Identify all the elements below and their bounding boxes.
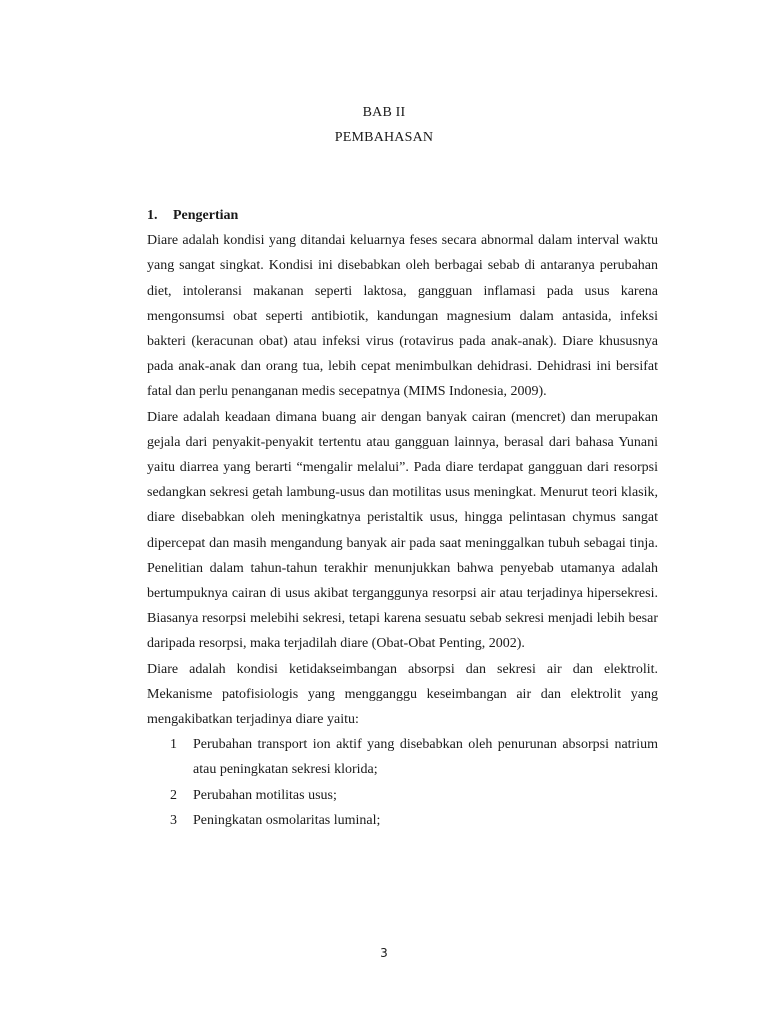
list-item-number: 3 [170,812,177,828]
section-number: 1. [147,208,158,223]
list-item-text: Peningkatan osmolaritas luminal; [193,812,381,828]
list-item-text: Perubahan transport ion aktif yang disebabkan oleh penurunan absorpsi natrium atau peningkatan sekresi klorida; [193,737,658,778]
list-item [147,732,658,782]
chapter-heading: BAB II [362,105,406,120]
page-number: 3 [380,946,388,960]
paragraph-definition-1: Diare adalah kondisi yang ditandai keluarnya feses secara abnormal dalam interval waktu yang sangat singkat. Kondisi ini disebabkan oleh berbagai sebab di antaranya perubahan diet, intoleransi makanan seperti laktosa, gangguan inflamasi pada usus karena mengonsumsi obat seperti antibiotik, kandungan magnesium dalam antasida, infeksi bakteri (keracunan obat) atau infeksi virus (rotavirus pada anak-anak). Diare khususnya pada anak-anak dan orang tua, lebih cepat menimbulkan dehidrasi. Dehidrasi ini bersifat fatal dan perlu penanganan medis secepatnya (MIMS Indonesia, 2009). [147,233,658,400]
body-content [147,203,658,833]
list-item [147,783,658,808]
paragraph-definition-2: Diare adalah keadaan dimana buang air dengan banyak cairan (mencret) dan merupakan gejala dari penyakit-penyakit tertentu atau gangguan lainnya, berasal dari bahasa Yunani yaitu diarrea yang berarti “mengalir melalui”. Pada diare terdapat gangguan dari resorpsi sedangkan sekresi getah lambung-usus dan motilitas usus meningkat. Menurut teori klasik, diare disebabkan oleh meningkatnya peristaltik usus, hingga pelintasan chymus sangat dipercepat dan masih mengandung banyak air pada saat meninggalkan tubuh sebagai tinja. Penelitian dalam tahun-tahun terakhir menunjukkan bahwa penyebab utamanya adalah bertumpuknya cairan di usus akibat terganggunya resorpsi air atau terjadinya hipersekresi. Biasanya resorpsi melebihi sekresi, tetapi karena sesuatu sebab sekresi menjadi lebih besar daripada resorpsi, maka terjadilah diare (Obat-Obat Penting, 2002). [147,409,658,652]
list-item-number: 1 [170,737,177,753]
list-item-number: 2 [170,787,177,803]
list-item [147,808,658,833]
paragraph-definition-3: Diare adalah kondisi ketidakseimbangan absorpsi dan sekresi air dan elektrolit. Mekanisme patofisiologis yang mengganggu keseimbangan air dan elektrolit yang mengakibatkan terjadinya diare yaitu: [147,661,658,728]
mechanism-list [147,732,658,833]
list-item-text: Perubahan motilitas usus; [193,787,337,803]
section-title: Pengertian [173,208,239,223]
chapter-title: PEMBAHASAN [334,130,434,145]
section-heading [147,203,658,228]
